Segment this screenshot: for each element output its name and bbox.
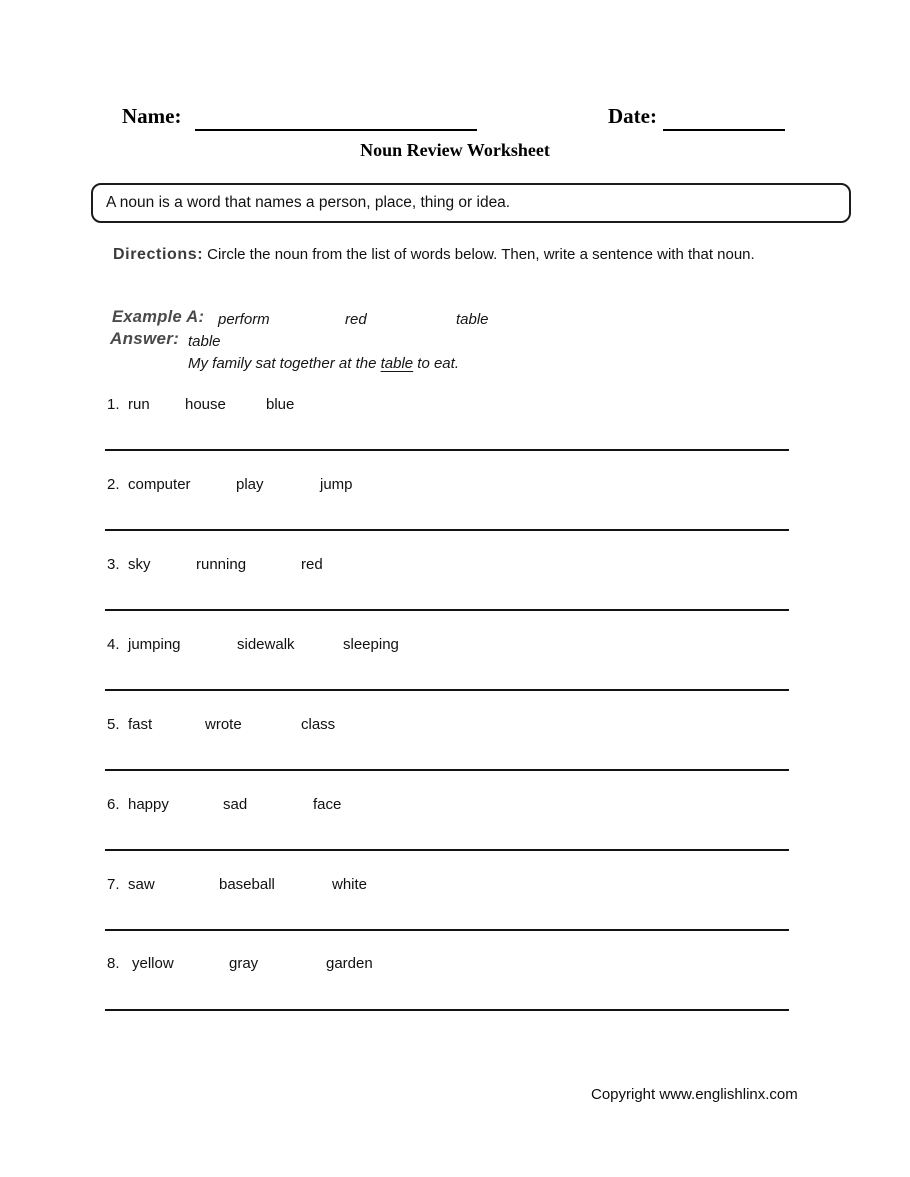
word-choice: wrote: [205, 716, 242, 733]
question-row: [0, 796, 910, 876]
question-number: 3.: [107, 556, 120, 573]
question-row: [0, 556, 910, 636]
directions-label: Directions:: [113, 246, 204, 263]
question-number: 4.: [107, 636, 120, 653]
word-choice: blue: [266, 396, 295, 413]
word-choice: sidewalk: [237, 636, 295, 653]
directions-text: Circle the noun from the list of words below. Then, write a sentence with that noun.: [207, 246, 755, 263]
word-choice: red: [301, 556, 323, 573]
name-label: Name:: [122, 104, 182, 128]
example-word: table: [456, 311, 489, 328]
answer-line: [105, 849, 789, 851]
date-blank-line: [663, 107, 785, 131]
example-label: Example A:: [112, 308, 205, 326]
word-choice: jump: [320, 476, 353, 493]
answer-line: [105, 769, 789, 771]
word-choice: garden: [326, 955, 373, 972]
question-row: [0, 396, 910, 476]
word-choice: fast: [128, 716, 153, 733]
example-word: red: [345, 311, 367, 328]
definition-box: [91, 183, 851, 223]
word-choice: happy: [128, 796, 169, 813]
question-row: [0, 955, 910, 1035]
answer-word: table: [188, 333, 221, 350]
word-choice: saw: [128, 876, 155, 893]
page-title: Noun Review Worksheet: [360, 140, 550, 160]
answer-line: [105, 1009, 789, 1011]
word-choice: sleeping: [343, 636, 399, 653]
name-blank-line: [195, 107, 477, 131]
question-row: [0, 476, 910, 556]
question-row: [0, 716, 910, 796]
question-row: [0, 636, 910, 716]
answer-line: [105, 609, 789, 611]
word-choice: white: [332, 876, 368, 893]
definition-text: A noun is a word that names a person, place, thing or idea.: [106, 194, 511, 211]
word-choice: sky: [128, 556, 151, 573]
word-choice: gray: [229, 955, 259, 972]
question-number: 5.: [107, 716, 120, 733]
word-choice: class: [301, 716, 336, 733]
word-choice: running: [196, 556, 247, 573]
word-choice: computer: [128, 476, 191, 493]
word-choice: run: [128, 396, 150, 413]
word-choice: sad: [223, 796, 248, 813]
answer-line: [105, 529, 789, 531]
answer-label: Answer:: [110, 329, 180, 348]
copyright-text: Copyright www.englishlinx.com: [591, 1086, 798, 1103]
answer-line: [105, 689, 789, 691]
example-sentence: [188, 355, 459, 372]
question-number: 8.: [107, 955, 120, 972]
example-sentence-underlined-word: table: [380, 355, 414, 372]
word-choice: yellow: [132, 955, 174, 972]
question-number: 2.: [107, 476, 120, 493]
example-word: perform: [218, 311, 270, 328]
word-choice: house: [185, 396, 226, 413]
answer-line: [105, 929, 789, 931]
date-label: Date:: [608, 104, 657, 128]
word-choice: jumping: [128, 636, 181, 653]
directions: [107, 244, 807, 266]
example-sentence-suffix: to eat.: [413, 355, 459, 372]
word-choice: baseball: [219, 876, 275, 893]
question-number: 6.: [107, 796, 120, 813]
word-choice: play: [236, 476, 264, 493]
example-sentence-prefix: My family sat together at the: [188, 355, 381, 372]
answer-line: [105, 449, 789, 451]
question-number: 7.: [107, 876, 120, 893]
question-number: 1.: [107, 396, 120, 413]
word-choice: face: [313, 796, 342, 813]
question-row: [0, 876, 910, 956]
